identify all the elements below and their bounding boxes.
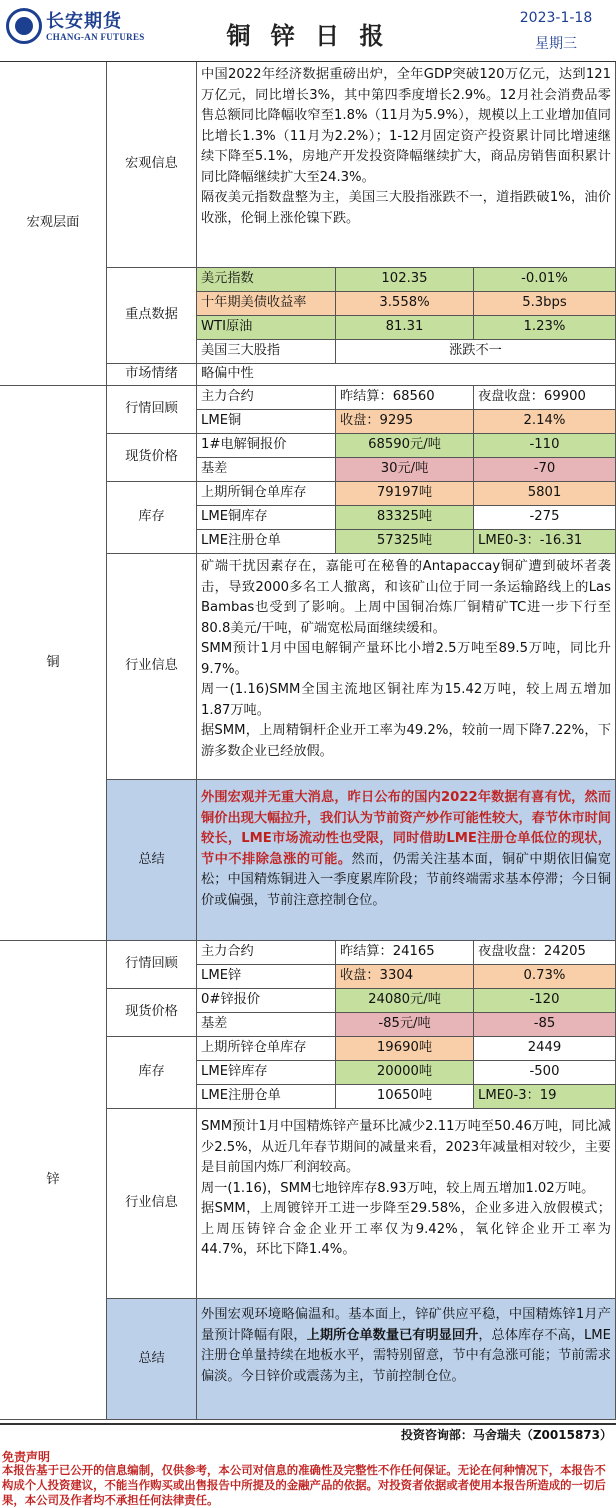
zinc-stock-change: -500 bbox=[474, 1061, 616, 1085]
key-row-value: 81.31 bbox=[336, 316, 474, 340]
copper-industry-p2: SMM预计1月中国电解铜产量环比小增2.5万吨至89.5万吨，同比升9.7%。 bbox=[201, 641, 611, 677]
report-title: 铜 锌 日 报 bbox=[226, 22, 390, 50]
copper-lme-spread: LME0-3：-16.31 bbox=[474, 530, 616, 554]
zinc-night-close: 夜盘收盘：24205 bbox=[474, 941, 616, 965]
key-row-change: -0.01% bbox=[474, 268, 616, 292]
contact-info: 投资咨询部：马舍瑞夫（Z0015873） bbox=[400, 1428, 612, 1442]
copper-stock-value: 83325吨 bbox=[336, 506, 474, 530]
disclaimer-title: 免责声明 bbox=[2, 1450, 51, 1464]
zinc-spot-name: 0#锌报价 bbox=[197, 989, 336, 1013]
copper-basis-change: -70 bbox=[474, 458, 616, 482]
report-date: 2023-1-18 bbox=[519, 10, 593, 26]
copper-main-contract: 主力合约 bbox=[197, 386, 336, 410]
copper-section-label: 铜 bbox=[0, 386, 107, 941]
zinc-spot-change: -120 bbox=[474, 989, 616, 1013]
zinc-review-label: 行情回顾 bbox=[107, 941, 197, 989]
zinc-lme-spread: LME0-3：19 bbox=[474, 1085, 616, 1109]
zinc-industry-text bbox=[197, 1109, 616, 1299]
copper-lme-change: 2.14% bbox=[474, 410, 616, 434]
key-row-value: 102.35 bbox=[336, 268, 474, 292]
copper-prev-settle: 昨结算：68560 bbox=[336, 386, 474, 410]
zinc-summary-highlight: 上期所仓单数量已有明显回升 bbox=[306, 1327, 479, 1343]
copper-industry-p3: 周一(1.16)SMM全国主流地区铜社库为15.42万吨，较上周五增加1.87万吨。 bbox=[201, 682, 611, 718]
market-mood-label: 市场情绪 bbox=[107, 364, 197, 386]
copper-night-close: 夜盘收盘：69900 bbox=[474, 386, 616, 410]
macro-info-p2: 隔夜美元指数盘整为主，美国三大股指涨跌不一，道指跌破1%，油价收涨，伦铜上涨伦镍下跌。 bbox=[201, 190, 611, 226]
zinc-main-contract: 主力合约 bbox=[197, 941, 336, 965]
copper-stock-change: 5801 bbox=[474, 482, 616, 506]
copper-summary-label: 总结 bbox=[107, 780, 197, 941]
copper-spot-change: -110 bbox=[474, 434, 616, 458]
copper-summary-rest: 然而，仍需关注基本面，铜矿中期依旧偏宽松；中国精炼铜进入一季度累库阶段；节前终端需求基本停滞；今日铜价或偏强，节前注意控制仓位。 bbox=[201, 851, 611, 908]
report-weekday: 星期三 bbox=[535, 36, 577, 52]
copper-stock-value: 57325吨 bbox=[336, 530, 474, 554]
copper-industry-p4: 据SMM，上周精铜杆企业开工率为49.2%，较前一周下降7.22%，下游多数企业已经放假。 bbox=[201, 723, 611, 759]
copper-lme-close: 收盘：9295 bbox=[336, 410, 474, 434]
copper-stock-change: -275 bbox=[474, 506, 616, 530]
disclaimer-text: 本报告基于已公开的信息编制，仅供参考，本公司对信息的准确性及完整性不作任何保证。无论在何种情况下，本报告不构成个人投资建议，不能当作购买或出售报告中所提及的金融产品的依据。对投资者依据或者使用本报告所造成的一切后果，本公司及作者均不承担任何法律责任。 bbox=[2, 1463, 606, 1507]
zinc-basis-change: -85 bbox=[474, 1013, 616, 1037]
report-header bbox=[0, 0, 616, 62]
zinc-stock-value: 19690吨 bbox=[336, 1037, 474, 1061]
copper-lme-name: LME铜 bbox=[197, 410, 336, 434]
zinc-summary-text bbox=[197, 1299, 616, 1420]
copper-review-label: 行情回顾 bbox=[107, 386, 197, 434]
zinc-stock-change: 2449 bbox=[474, 1037, 616, 1061]
copper-industry-label: 行业信息 bbox=[107, 554, 197, 780]
zinc-stock-name: 上期所锌仓单库存 bbox=[197, 1037, 336, 1061]
copper-stock-name: 上期所铜仓单库存 bbox=[197, 482, 336, 506]
zinc-stock-value: 10650吨 bbox=[336, 1085, 474, 1109]
key-row-name: 十年期美债收益率 bbox=[197, 292, 336, 316]
copper-industry-text bbox=[197, 554, 616, 780]
copper-spot-name: 1#电解铜报价 bbox=[197, 434, 336, 458]
copper-stock-name: LME注册仓单 bbox=[197, 530, 336, 554]
zinc-industry-label: 行业信息 bbox=[107, 1109, 197, 1299]
macro-info-text bbox=[197, 62, 616, 268]
zinc-prev-settle: 昨结算：24165 bbox=[336, 941, 474, 965]
copper-basis-name: 基差 bbox=[197, 458, 336, 482]
key-row-name: WTI原油 bbox=[197, 316, 336, 340]
copper-stock-value: 79197吨 bbox=[336, 482, 474, 506]
copper-spot-price: 68590元/吨 bbox=[336, 434, 474, 458]
copper-stock-name: LME铜库存 bbox=[197, 506, 336, 530]
key-row-value: 3.558% bbox=[336, 292, 474, 316]
zinc-summary-label: 总结 bbox=[107, 1299, 197, 1420]
copper-summary-highlight: 外围宏观并无重大消息，昨日公布的国内2022年数据有喜有忧，然而铜价出现大幅拉升，我们认为节前资产炒作可能性较大，春节休市时间较长，LME市场流动性也受限，同时借助LME注册仓单低位的现状，节中不排除急涨的可能。 bbox=[201, 790, 611, 867]
key-data-label: 重点数据 bbox=[107, 268, 197, 364]
logo-cn: 长安期货 bbox=[46, 11, 122, 32]
key-row-change: 1.23% bbox=[474, 316, 616, 340]
zinc-basis-name: 基差 bbox=[197, 1013, 336, 1037]
zinc-lme-close: 收盘：3304 bbox=[336, 965, 474, 989]
key-row-name: 美国三大股指 bbox=[197, 340, 336, 364]
logo-en: CHANG-AN FUTURES bbox=[46, 32, 145, 42]
zinc-summary-part-a: 外围宏观环境略偏温和。基本面上，锌矿供应平稳，中国精炼锌1月产量预计降幅有限， bbox=[201, 1307, 611, 1343]
key-row-value: 涨跌不一 bbox=[336, 340, 616, 364]
zinc-industry-p1: SMM预计1月中国精炼锌产量环比减少2.11万吨至50.46万吨，同比减少2.5%，从近几年春节期间的减量来看，2023年减量相对较少，主要是目前国内炼厂利润较高。 bbox=[201, 1119, 611, 1175]
copper-summary-text bbox=[197, 780, 616, 941]
zinc-spot-price: 24080元/吨 bbox=[336, 989, 474, 1013]
zinc-spot-label: 现货价格 bbox=[107, 989, 197, 1037]
market-mood-value: 略偏中性 bbox=[197, 364, 616, 386]
zinc-stock-label: 库存 bbox=[107, 1037, 197, 1109]
zinc-stock-name: LME锌库存 bbox=[197, 1061, 336, 1085]
macro-info-p1: 中国2022年经济数据重磅出炉，全年GDP突破120万亿元，达到121万亿元，同比增长3%，其中第四季度增长2.9%。12月社会消费品零售总额同比降幅收窄至1.8%（11月为5.9%），规模以上工业增加值同比增长1.3%（11月为2.2%）；1-12月固定资产投资累计同比增速继续下降至5.1%，房地产开发投资降幅继续扩大，商品房销售面积累计同比降幅继续扩大至24.3%。 bbox=[201, 67, 611, 185]
key-row-name: 美元指数 bbox=[197, 268, 336, 292]
copper-spot-label: 现货价格 bbox=[107, 434, 197, 482]
zinc-stock-name: LME注册仓单 bbox=[197, 1085, 336, 1109]
macro-info-label: 宏观信息 bbox=[107, 62, 197, 268]
zinc-basis-value: -85元/吨 bbox=[336, 1013, 474, 1037]
copper-basis-value: 30元/吨 bbox=[336, 458, 474, 482]
key-row-change: 5.3bps bbox=[474, 292, 616, 316]
zinc-summary-part-b: ，总体库存不高，LME注册仓单量持续在地板水平，需特别留意，节中有急涨可能；节前需求偏淡。今日锌价或震荡为主，节前控制仓位。 bbox=[201, 1327, 612, 1384]
copper-industry-p1: 矿端干扰因素存在，嘉能可在秘鲁的Antapaccay铜矿遭到破坏者袭击，导致2000多名工人撤离，和该矿山位于同一条运输路线上的Las Bambas也受到了影响。上周中国铜冶炼厂铜精矿TC进一步下行至80.8美元/干吨，矿端宽松局面继续缓和。 bbox=[201, 559, 611, 636]
copper-stock-label: 库存 bbox=[107, 482, 197, 554]
zinc-section-label: 锌 bbox=[0, 941, 107, 1420]
macro-section-label: 宏观层面 bbox=[0, 62, 107, 386]
zinc-industry-p3: 据SMM，上周镀锌开工进一步降至29.58%，企业多进入放假模式；上周压铸锌合金企业开工率仅为9.42%，氧化锌企业开工率为44.7%，环比下降1.4%。 bbox=[201, 1201, 611, 1257]
zinc-lme-name: LME锌 bbox=[197, 965, 336, 989]
zinc-industry-p2: 周一(1.16)，SMM七地锌库存8.93万吨，较上周五增加1.02万吨。 bbox=[201, 1180, 595, 1196]
zinc-lme-change: 0.73% bbox=[474, 965, 616, 989]
zinc-stock-value: 20000吨 bbox=[336, 1061, 474, 1085]
footer-divider bbox=[0, 1423, 616, 1425]
